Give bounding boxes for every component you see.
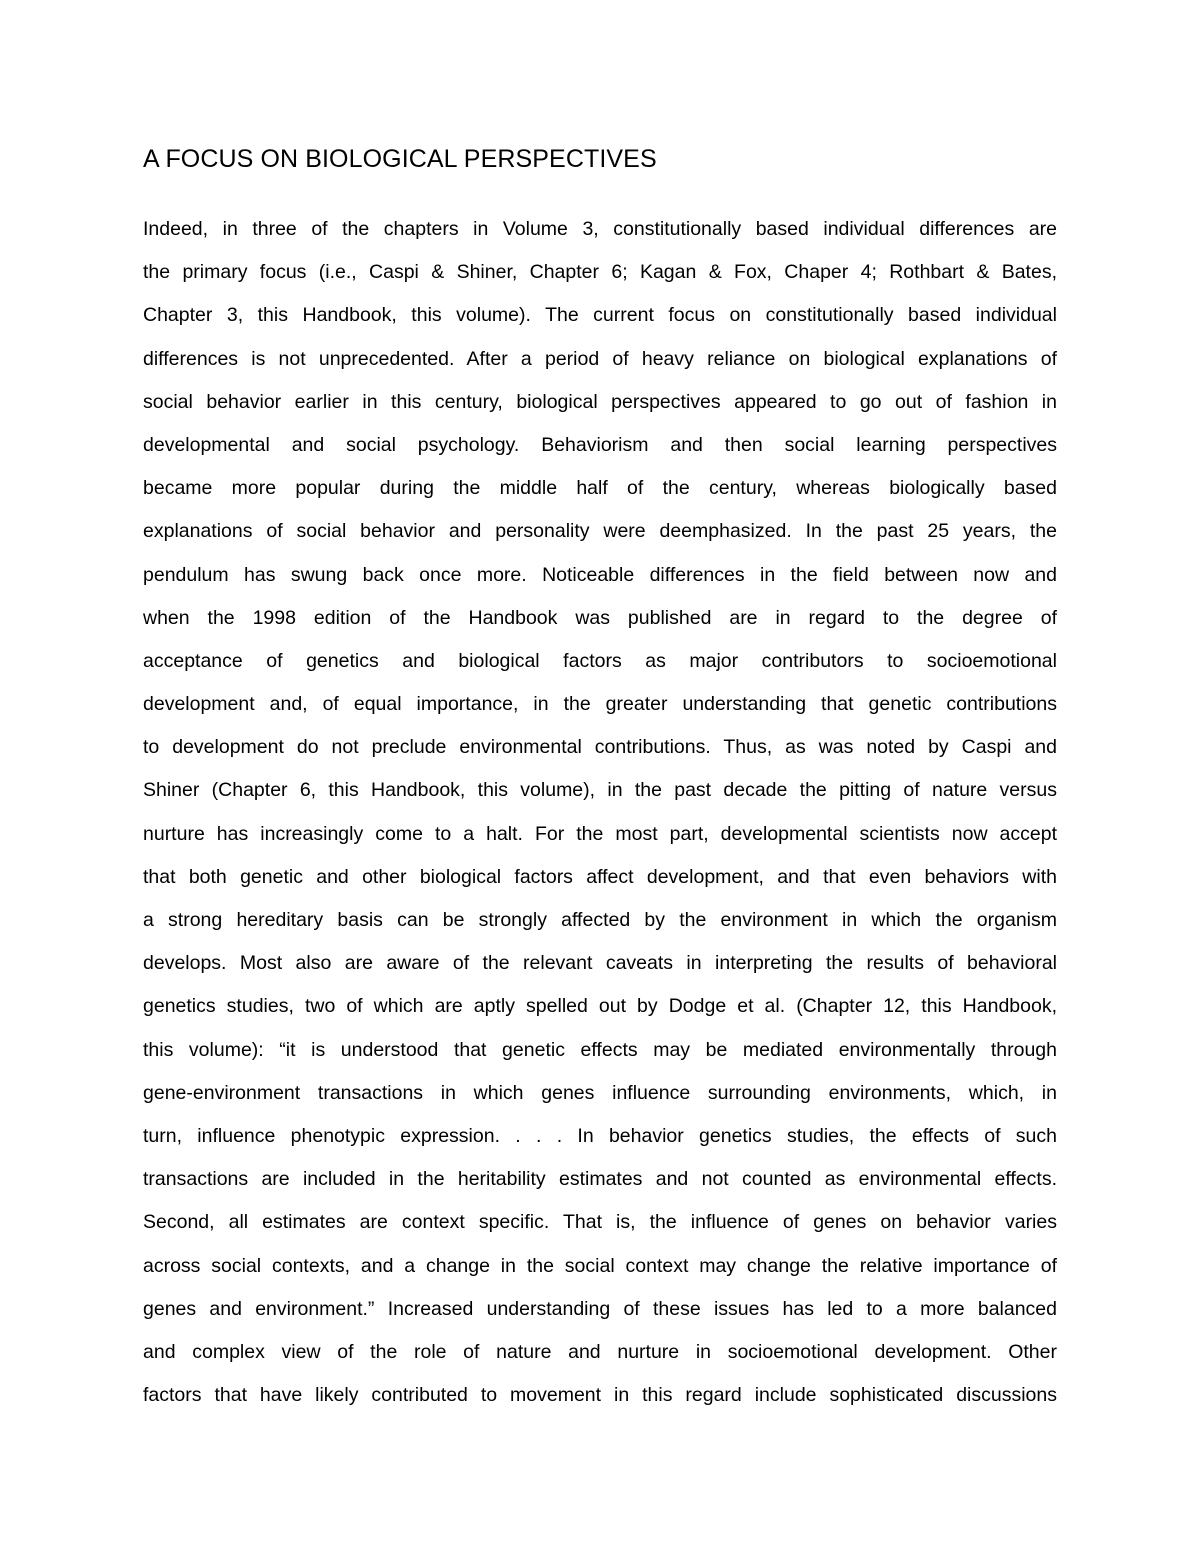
- paragraph-line: when the 1998 edition of the Handbook was published are in regard to the degree of: [143, 606, 1057, 629]
- paragraph-line: develops. Most also are aware of the relevant caveats in interpreting the results of behavioral: [143, 952, 1057, 975]
- paragraph-line: factors that have likely contributed to movement in this regard include sophisticated discussions: [143, 1384, 1057, 1407]
- paragraph-line: genes and environment.” Increased understanding of these issues has led to a more balanced: [143, 1297, 1057, 1320]
- paragraph-line: this volume): “it is understood that genetic effects may be mediated environmentally through: [143, 1038, 1057, 1061]
- paragraph-line: a strong hereditary basis can be strongly affected by the environment in which the organism: [143, 909, 1057, 931]
- paragraph-line: to development do not preclude environmental contributions. Thus, as was noted by Caspi and: [143, 736, 1057, 759]
- paragraph-line: Chapter 3, this Handbook, this volume). The current focus on constitutionally based individual: [143, 304, 1057, 327]
- paragraph-line: across social contexts, and a change in the social context may change the relative importance of: [143, 1254, 1057, 1277]
- section-heading: A FOCUS ON BIOLOGICAL PERSPECTIVES: [143, 145, 657, 173]
- paragraph-line: developmental and social psychology. Behaviorism and then social learning perspectives: [143, 433, 1057, 456]
- paragraph-line: Second, all estimates are context specific. That is, the influence of genes on behavior varies: [143, 1211, 1057, 1234]
- paragraph-line: genetics studies, two of which are aptly spelled out by Dodge et al. (Chapter 12, this Handbook,: [143, 995, 1057, 1018]
- paragraph-line: turn, influence phenotypic expression. . . . In behavior genetics studies, the effects of such: [143, 1124, 1057, 1147]
- paragraph-line: pendulum has swung back once more. Noticeable differences in the field between now and: [143, 563, 1057, 586]
- paragraph-line: nurture has increasingly come to a halt. For the most part, developmental scientists now accept: [143, 822, 1057, 845]
- paragraph-line: transactions are included in the heritability estimates and not counted as environmental effects.: [143, 1168, 1057, 1191]
- paragraph-line: Indeed, in three of the chapters in Volume 3, constitutionally based individual differences are: [143, 218, 1057, 240]
- paragraph-line: gene-environment transactions in which genes influence surrounding environments, which, in: [143, 1081, 1057, 1104]
- body-paragraph: [143, 208, 1057, 1417]
- paragraph-line: social behavior earlier in this century, biological perspectives appeared to go out of fashion in: [143, 390, 1057, 413]
- paragraph-line: explanations of social behavior and personality were deemphasized. In the past 25 years, the: [143, 520, 1057, 543]
- paragraph-line: development and, of equal importance, in the greater understanding that genetic contributions: [143, 693, 1057, 716]
- paragraph-line: that both genetic and other biological factors affect development, and that even behaviors with: [143, 865, 1057, 888]
- paragraph-line: Shiner (Chapter 6, this Handbook, this volume), in the past decade the pitting of nature versus: [143, 779, 1057, 802]
- paragraph-line: differences is not unprecedented. After a period of heavy reliance on biological explanations of: [143, 347, 1057, 370]
- paragraph-line: the primary focus (i.e., Caspi & Shiner, Chapter 6; Kagan & Fox, Chaper 4; Rothbart & Bates,: [143, 261, 1057, 284]
- paragraph-line: became more popular during the middle half of the century, whereas biologically based: [143, 477, 1057, 500]
- paragraph-line: acceptance of genetics and biological factors as major contributors to socioemotional: [143, 649, 1057, 672]
- paragraph-line: and complex view of the role of nature and nurture in socioemotional development. Other: [143, 1340, 1057, 1363]
